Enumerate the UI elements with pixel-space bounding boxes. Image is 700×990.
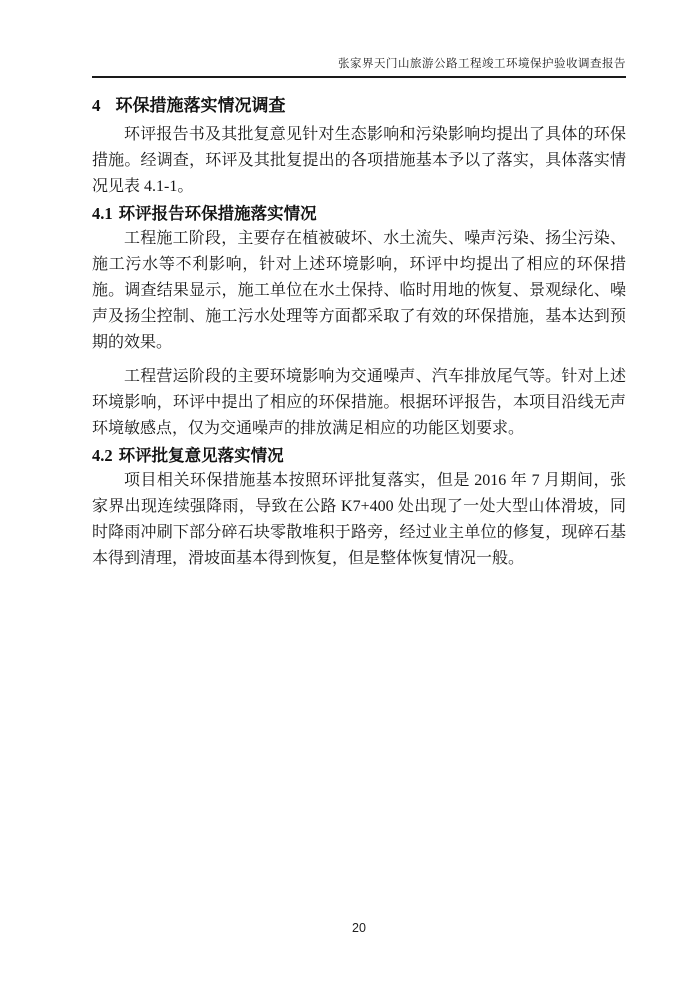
- paragraph-intro: 环评报告书及其批复意见针对生态影响和污染影响均提出了具体的环保措施。经调查，环评及其批复提出的各项措施基本予以了落实，具体落实情况见表 4.1-1。: [92, 126, 626, 195]
- page-number-value: 20: [352, 921, 366, 935]
- section-title-4-2: 环评批复意见落实情况: [118, 446, 284, 465]
- section-title-4-1: 环评报告环保措施落实情况: [118, 204, 317, 223]
- chapter-heading: [92, 94, 626, 118]
- section-heading-4-2: [92, 444, 626, 468]
- paragraph-operation-phase: 工程营运阶段的主要环境影响为交通噪声、汽车排放尾气等。针对上述环境影响，环评中提出了相应的环保措施。根据环评报告，本项目沿线无声环境敏感点，仅为交通噪声的排放满足相应的功能区划要求。: [92, 368, 626, 437]
- chapter-title: 环保措施落实情况调查: [115, 96, 286, 115]
- page-number: [92, 920, 626, 936]
- paragraph-approval-implementation: 项目相关环保措施基本按照环评批复落实，但是 2016 年 7 月期间，张家界出现连续强降雨，导致在公路 K7+400 处出现了一处大型山体滑坡，同时降雨冲刷下部分碎石块零散堆积于路旁，经过业主单位的修复，现碎石基本得到清理，滑坡面基本得到恢复，但是整体恢复情况一般。: [92, 472, 626, 567]
- section-number-4-1: 4.1: [92, 204, 113, 223]
- running-header: [92, 0, 626, 78]
- section-heading-4-1: [92, 202, 626, 226]
- paragraph-construction-phase: 工程施工阶段，主要存在植被破坏、水土流失、噪声污染、扬尘污染、施工污水等不利影响，针对上述环境影响，环评中均提出了相应的环保措施。调查结果显示，施工单位在水土保持、临时用地的恢复、景观绿化、噪声及扬尘控制、施工污水处理等方面都采取了有效的环保措施，基本达到预期的效果。: [92, 230, 626, 351]
- running-header-title: 张家界天门山旅游公路工程竣工环境保护验收调查报告: [338, 58, 626, 70]
- chapter-number: 4: [92, 96, 101, 115]
- section-number-4-2: 4.2: [92, 446, 113, 465]
